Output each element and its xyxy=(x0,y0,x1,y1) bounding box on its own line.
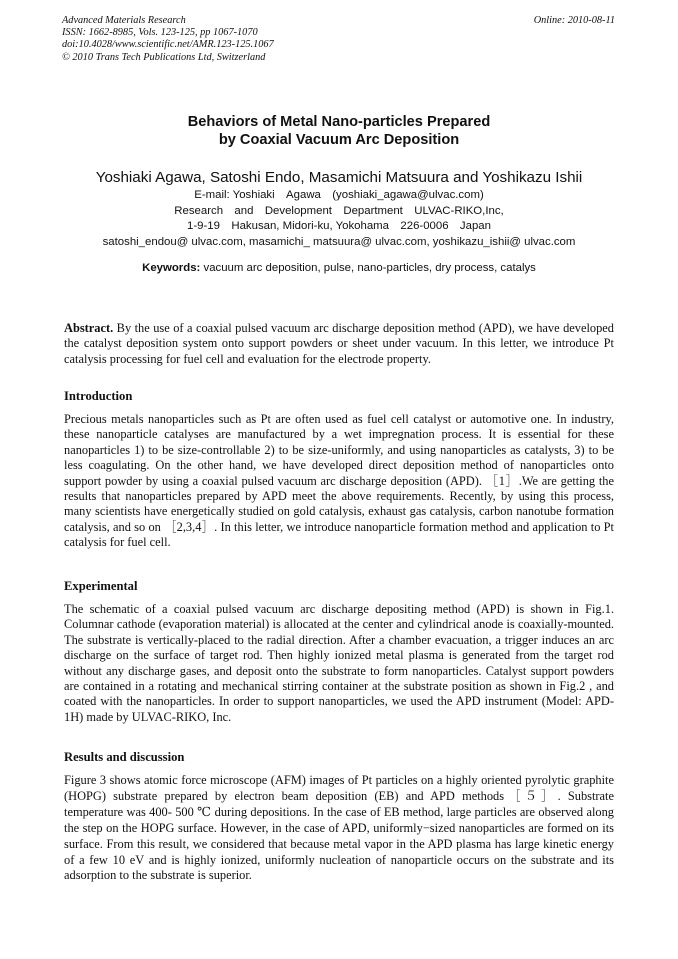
abstract xyxy=(64,321,614,367)
experimental-body xyxy=(64,602,614,725)
introduction-text: Precious metals nanoparticles such as Pt are often used as fuel cell catalyst or automotive one. In industry, these nanoparticle catalyses are manufactured by a wet impregnation process. It is essential for these nanoparticles 1) to be size-controllable 2) to be size-uniformly, and using nanoparticles as catalysts, 3) to be less coagulating. On the other hand, we have developed direct deposition method of nanoparticles onto support powder by using a coaxial pulsed vacuum arc discharge deposition (APD). ［1］.We are getting the results that nanoparticles prepared by APD meet the above requirements. Recently, by using this process, many scientists have energetically studied on gold catalysis, exhaust gas catalysis, carbon nanotube formation catalysis, and so on ［2,3,4］. In this letter, we introduce nanoparticle formation method and application to Pt catalysis for fuel cell. xyxy=(64,412,614,550)
keywords-label: Keywords: xyxy=(142,262,201,274)
abstract-label: Abstract. xyxy=(64,321,114,335)
address-line: 1-9-19 Hakusan, Midori-ku, Yokohama 226-0006 Japan xyxy=(187,220,491,233)
results-body xyxy=(64,773,614,884)
abstract-text: By the use of a coaxial pulsed vacuum arc discharge deposition method (APD), we have developed the catalyst deposition system onto support powders or sheet under vacuum. In this letter, we introduce Pt catalysis processing for fuel cell and evaluation for the electrode property. xyxy=(64,321,614,366)
paper-title xyxy=(0,113,678,149)
experimental-text: The schematic of a coaxial pulsed vacuum arc discharge depositing method (APD) is shown in Fig.1. Columnar cathode (evaporation material) is allocated at the center and cylindrical anode is coaxially-mounted. The substrate is vertically-placed to the radial direction. After a chamber evacuation, a trigger induces an arc discharge on the surface of target rod. Then highly ionized metal plasma is generated from the target rod without any discharge gases, and deposit onto the substrate to form nanoparticles. Catalyst support powders are contained in a rotating and mechanical stirring container at the substrate position as shown in Fig.2 , and coated with the nanoparticles. In order to support nanoparticles, we used the APD instrument (Model: APD-1H) made by ULVAC-RIKO, Inc. xyxy=(64,602,614,724)
organization-line: Research and Development Department ULVAC-RIKO,Inc, xyxy=(174,204,504,217)
journal-name: Advanced Materials Research xyxy=(62,15,186,26)
experimental-heading: Experimental xyxy=(64,579,138,593)
results-text: Figure 3 shows atomic force microscope (AFM) images of Pt particles on a highly oriented pyrolytic graphite (HOPG) substrate prepared by electron beam deposition (EB) and APD methods［５］. Substrate temperature was 400- 500 ℃ during depositions. In the case of EB method, large particles are observed along the step on the HOPG surface. However, in the case of APD, uniformly−sized nanoparticles are formed on its surface. From this result, we considered that because metal vapor in the APD plasma has large kinetic energy of a few 10 eV and is highly ionized, uniformly nucleation of nanoparticle occurs on the substrate and its adsorption to the substrate is superior. xyxy=(64,773,614,883)
doi-line: doi:10.4028/www.scientific.net/AMR.123-125.1067 xyxy=(62,39,274,51)
authors: Yoshiaki Agawa, Satoshi Endo, Masamichi Matsuura and Yoshikazu Ishii xyxy=(95,169,583,186)
keywords-text: vacuum arc deposition, pulse, nano-particles, dry process, catalys xyxy=(200,262,536,274)
affiliation xyxy=(0,188,678,250)
email-line: E-mail: Yoshiaki Agawa (yoshiaki_agawa@ulvac.com) xyxy=(194,189,484,201)
copyright-line: © 2010 Trans Tech Publications Ltd, Switzerland xyxy=(62,51,266,63)
issn-line: ISSN: 1662-8985, Vols. 123-125, pp 1067-1070 xyxy=(62,27,258,39)
emails-line: satoshi_endou@ ulvac.com, masamichi_ matsuura@ ulvac.com, yoshikazu_ishii@ ulvac.com xyxy=(102,235,576,248)
results-heading: Results and discussion xyxy=(64,750,185,764)
online-date: Online: 2010-08-11 xyxy=(533,15,615,26)
introduction-body xyxy=(64,412,614,551)
introduction-heading: Introduction xyxy=(64,389,133,403)
journal-header xyxy=(62,15,274,64)
title-line-2: by Coaxial Vacuum Arc Deposition xyxy=(218,132,460,148)
keywords xyxy=(0,262,678,274)
title-line-1: Behaviors of Metal Nano-particles Prepared xyxy=(187,114,491,130)
